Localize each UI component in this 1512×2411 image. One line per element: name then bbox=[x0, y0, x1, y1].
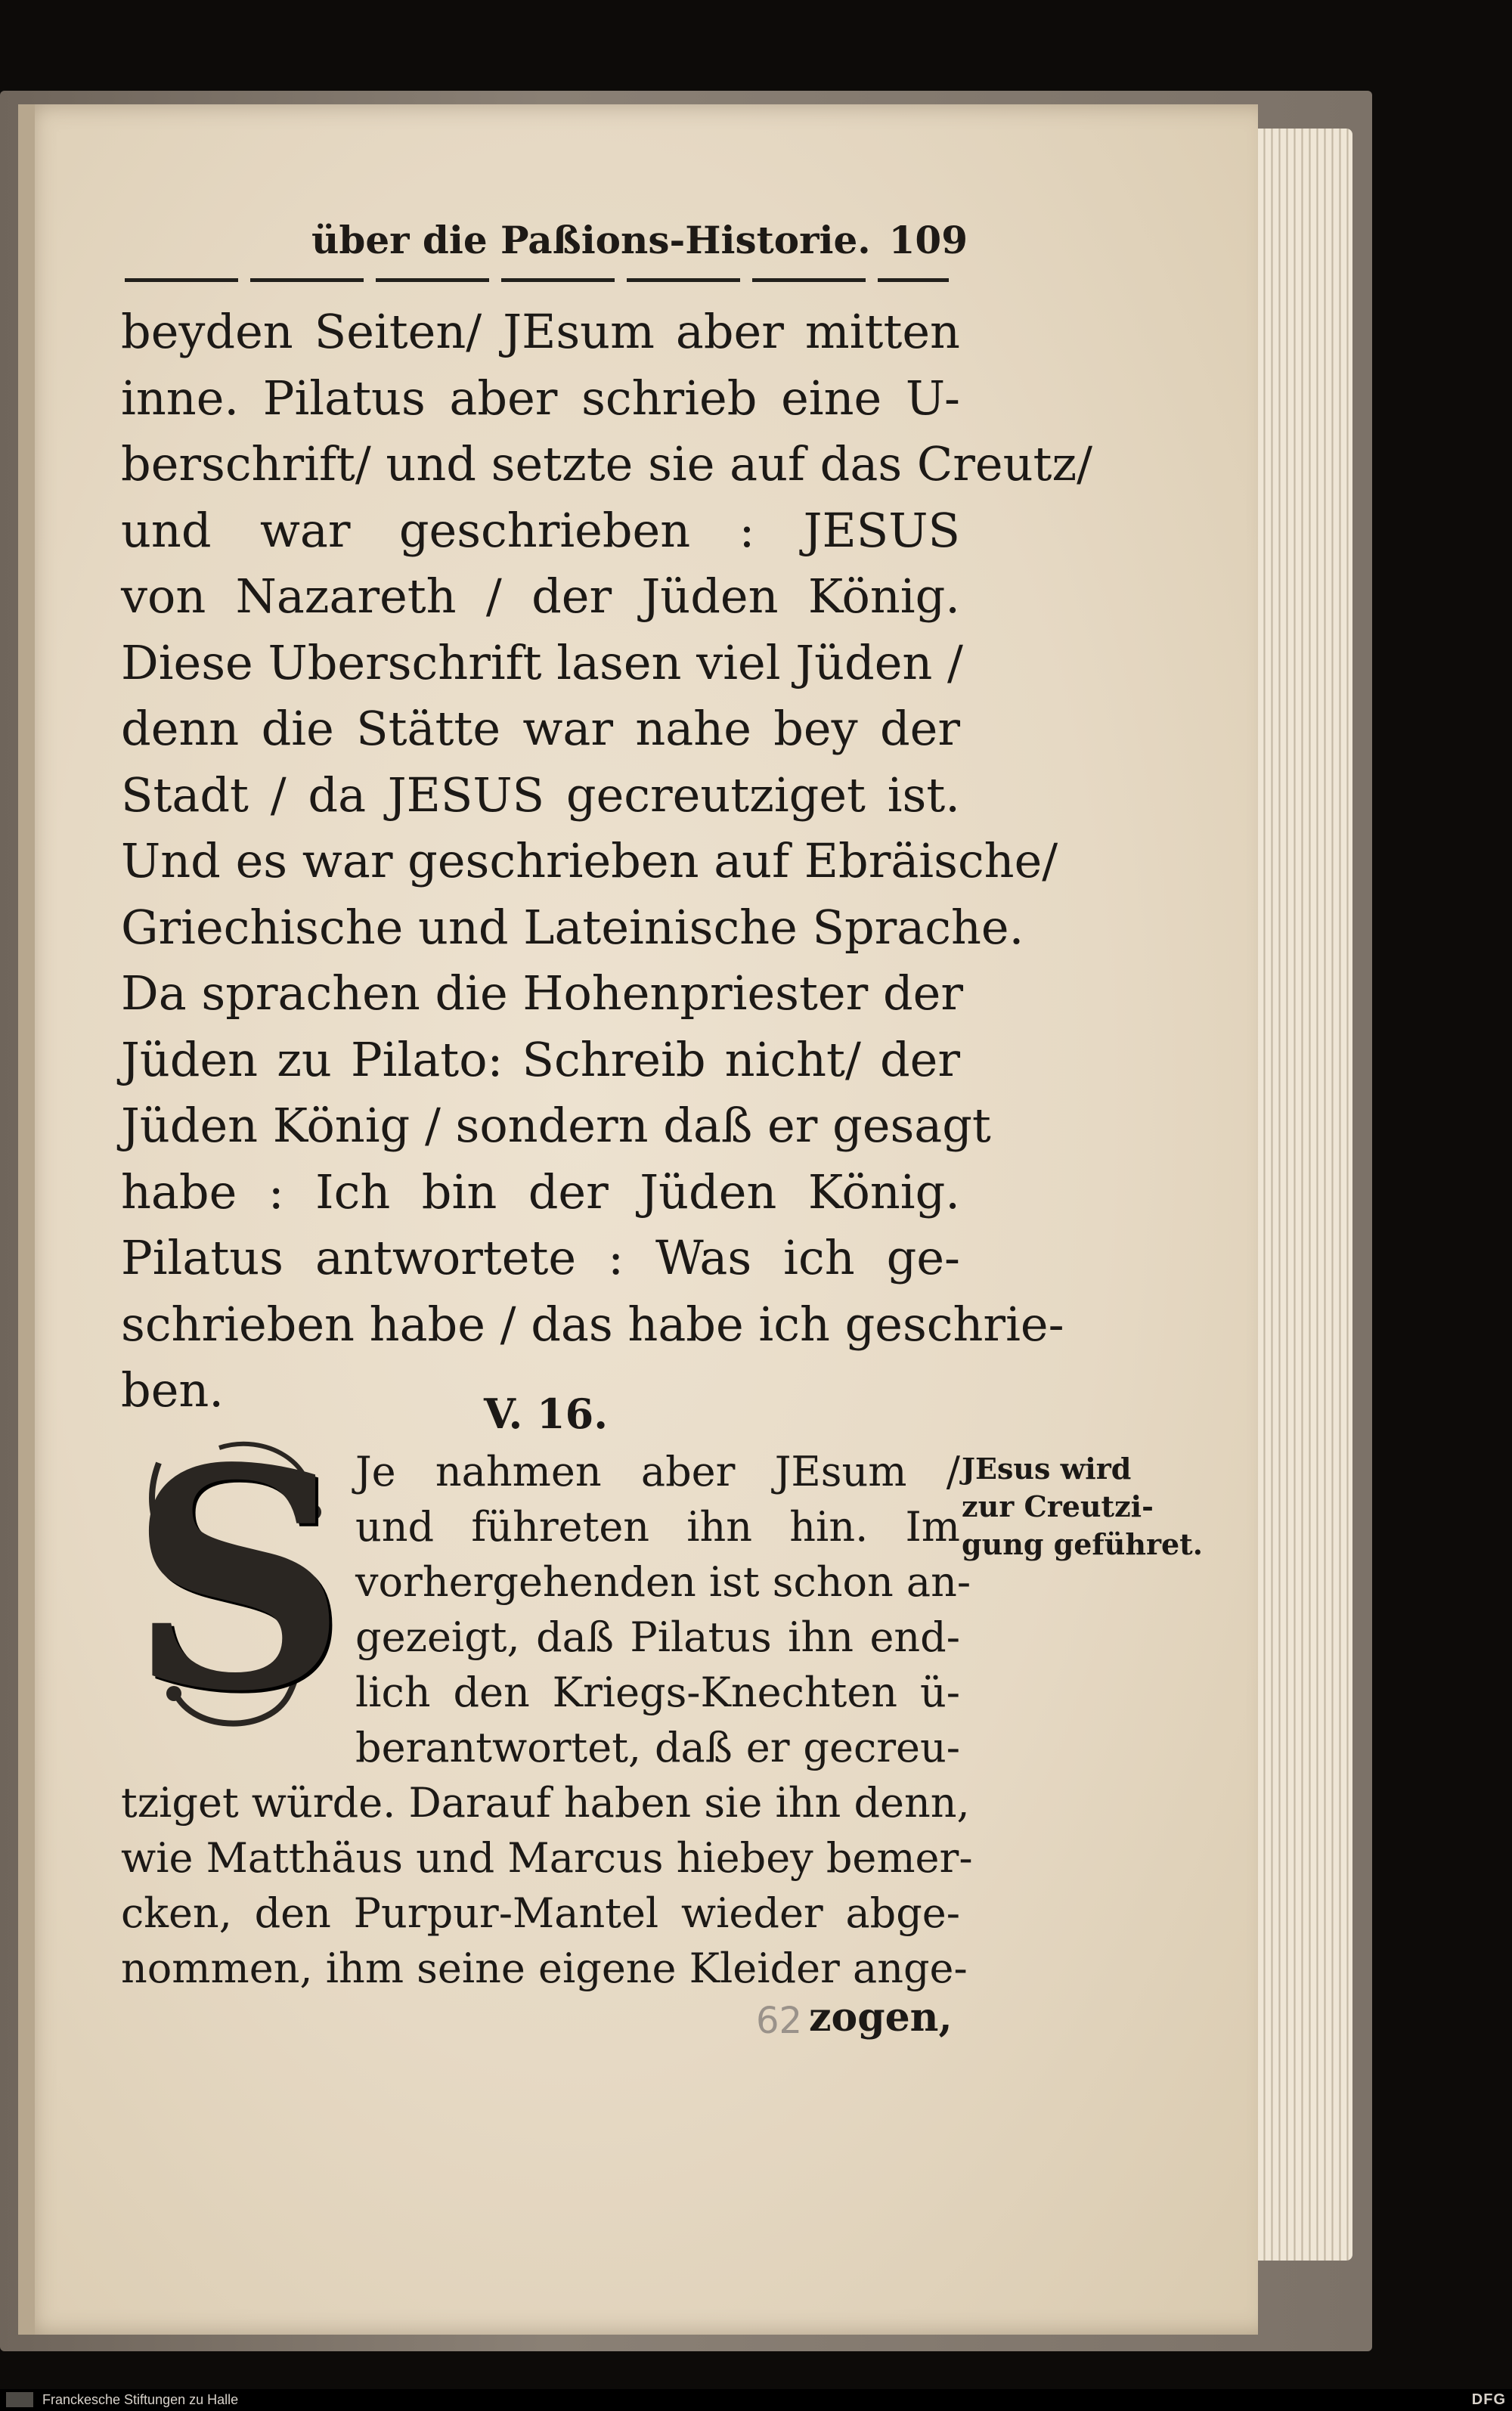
margin-note-line: JEsus wird bbox=[962, 1452, 1132, 1486]
page-gutter bbox=[18, 104, 35, 2335]
page-edges bbox=[1258, 129, 1352, 2261]
decorated-initial bbox=[129, 1402, 348, 1758]
margin-note-line: gung geführet. bbox=[962, 1527, 1203, 1561]
marginal-note bbox=[962, 1450, 1204, 1563]
text-line: Da sprachen die Hohenpriester der bbox=[121, 965, 963, 1021]
continued-text-block bbox=[121, 1775, 973, 1996]
text-line: schrieben habe / das habe ich geschrie- bbox=[121, 1296, 1064, 1352]
header-rule bbox=[125, 278, 949, 282]
text-line: lich den Kriegs-Knechten ü- bbox=[355, 1669, 960, 1716]
text-line: vorhergehenden ist schon an- bbox=[355, 1558, 971, 1606]
text-line: Jüden zu Pilato: Schreib nicht/ der bbox=[121, 1031, 960, 1087]
text-line: Und es war geschrieben auf Ebräische/ bbox=[121, 833, 1058, 888]
viewer-footer bbox=[0, 2389, 1512, 2411]
text-line: wie Matthäus und Marcus hiebey bemer- bbox=[121, 1834, 973, 1882]
text-line: Jüden König / sondern daß er gesagt bbox=[121, 1098, 991, 1153]
verse-label: V. 16. bbox=[484, 1390, 609, 1438]
text-line: inne. Pilatus aber schrieb eine U- bbox=[121, 370, 960, 426]
funder-logo: DFG bbox=[1471, 2391, 1506, 2408]
text-line: ben. bbox=[121, 1362, 225, 1418]
text-line: und war geschrieben : JESUS bbox=[121, 502, 960, 558]
text-line: Pilatus antwortete : Was ich ge- bbox=[121, 1230, 960, 1285]
text-line: von Nazareth / der Jüden König. bbox=[121, 569, 960, 624]
text-line: gezeigt, daß Pilatus ihn end- bbox=[355, 1613, 960, 1661]
institution-name: Franckesche Stiftungen zu Halle bbox=[42, 2392, 239, 2407]
text-line: cken, den Purpur-Mantel wieder abge- bbox=[121, 1889, 960, 1937]
text-line: Diese Uberschrift lasen viel Jüden / bbox=[121, 634, 963, 690]
text-line: nommen, ihm seine eigene Kleider ange- bbox=[121, 1945, 968, 1992]
text-line: denn die Stätte war nahe bey der bbox=[121, 701, 960, 756]
institution-logo-icon bbox=[6, 2392, 33, 2407]
text-line: und führeten ihn hin. Im bbox=[355, 1503, 960, 1551]
main-text-block bbox=[121, 299, 1093, 1424]
text-line: Stadt / da JESUS gecreutziget ist. bbox=[121, 767, 960, 823]
text-line: Je nahmen aber JEsum / bbox=[355, 1448, 960, 1495]
margin-note-line: zur Creutzi- bbox=[962, 1489, 1154, 1523]
pencil-mark: 62 bbox=[756, 2000, 803, 2042]
text-line: berantwortet, daß er gecreu- bbox=[355, 1724, 960, 1771]
text-line: tziget würde. Darauf haben sie ihn denn, bbox=[121, 1779, 970, 1827]
initial-letter: S bbox=[129, 1402, 348, 1758]
running-header bbox=[280, 218, 968, 271]
text-line: Griechische und Lateinische Sprache. bbox=[121, 899, 1024, 955]
running-title: über die Paßions-Historie. bbox=[311, 218, 871, 262]
catchword: zogen, bbox=[809, 1994, 953, 2041]
page-number: 109 bbox=[888, 218, 968, 262]
text-line: beyden Seiten/ JEsum aber mitten bbox=[121, 304, 960, 359]
text-line: habe : Ich bin der Jüden König. bbox=[121, 1164, 960, 1219]
indented-text-block bbox=[355, 1444, 971, 1775]
text-line: berschrift/ und setzte sie auf das Creutz/ bbox=[121, 436, 1093, 491]
